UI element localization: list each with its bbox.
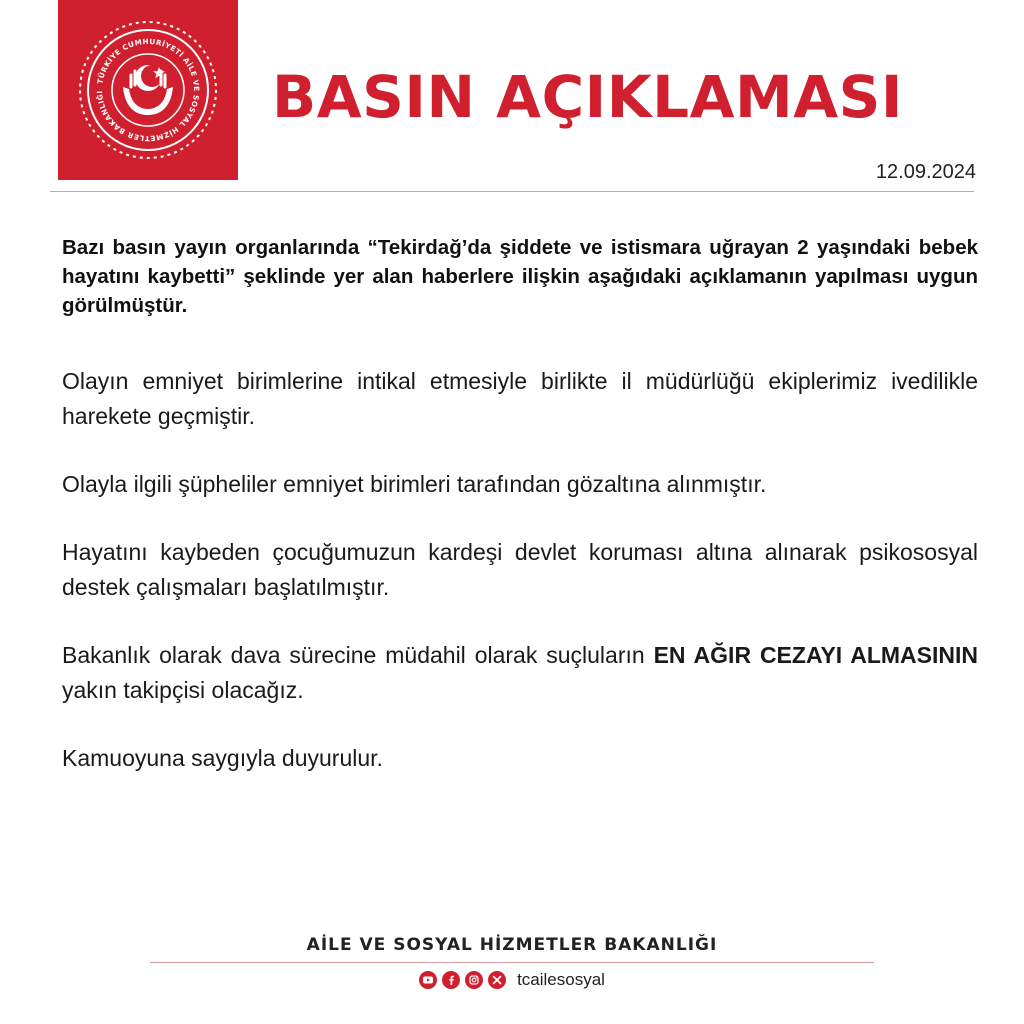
social-handle[interactable]: tcailesosyal — [517, 970, 605, 989]
paragraph-3: Hayatını kaybeden çocuğumuzun kardeşi devlet koruması altına alınarak psikososyal destek çalışmaları başlatılmıştır. — [62, 539, 978, 600]
header-divider — [50, 191, 974, 192]
instagram-icon[interactable] — [465, 971, 483, 989]
intro-paragraph: Bazı basın yayın organlarında “Tekirdağ’da şiddete ve istismara uğrayan 2 yaşındaki bebek hayatını kaybetti” şeklinde yer alan haberlere ilişkin aşağıdaki açıklamanın yapılması uygun görülmüştür. — [62, 236, 978, 317]
youtube-icon[interactable] — [419, 971, 437, 989]
paragraph-4-start: Bakanlık olarak dava sürecine müdahil olarak suçluların — [62, 642, 654, 668]
paragraph-2: Olayla ilgili şüpheliler emniyet birimleri tarafından gözaltına alınmıştır. — [62, 471, 767, 497]
facebook-icon[interactable] — [442, 971, 460, 989]
logo-ring-text: TÜRKİYE CUMHURİYETİ AİLE VE SOSYAL HİZMETLER BAKANLIĞI — [94, 36, 202, 144]
social-links — [0, 970, 1024, 990]
paragraph-4-end: yakın takipçisi olacağız. — [62, 677, 304, 703]
ministry-emblem-icon — [73, 15, 223, 165]
paragraph-4-emphasis: EN AĞIR CEZAYI ALMASININ — [653, 642, 978, 668]
ministry-name: AİLE VE SOSYAL HİZMETLER BAKANLIĞI — [306, 935, 718, 955]
paragraph-1: Olayın emniyet birimlerine intikal etmesiyle birlikte il müdürlüğü ekiplerimiz ivedilikle harekete geçmiştir. — [62, 368, 978, 429]
ministry-logo — [58, 0, 238, 180]
footer-divider — [150, 962, 874, 963]
closing-paragraph: Kamuoyuna saygıyla duyurulur. — [62, 745, 383, 771]
release-date: 12.09.2024 — [875, 161, 976, 183]
paragraph-4 — [62, 638, 978, 708]
press-release-body — [62, 233, 978, 809]
x-icon[interactable] — [488, 971, 506, 989]
page-title: BASIN AÇIKLAMASI — [272, 63, 903, 131]
